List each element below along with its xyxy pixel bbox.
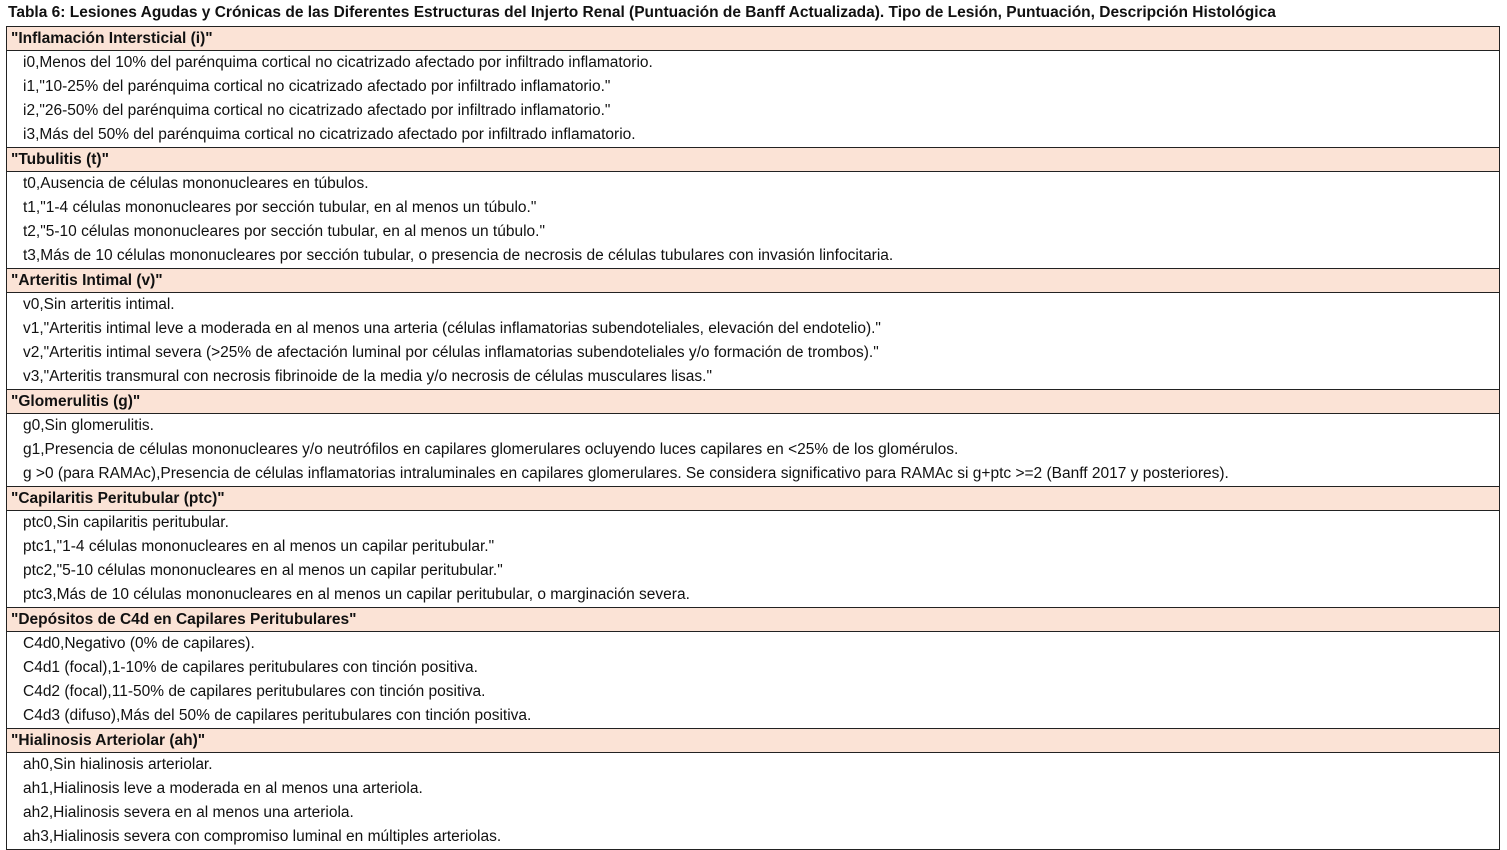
table-row: g >0 (para RAMAc),Presencia de células inflamatorias intraluminales en capilares glomerulares. Se considera significativo para RAMAc si g+ptc >=2 (Banff 2017 y posteriores). bbox=[23, 465, 1229, 482]
section-header: "Arteritis Intimal (v)" bbox=[7, 268, 1499, 293]
banff-table bbox=[6, 26, 1500, 850]
table-row: ptc0,Sin capilaritis peritubular. bbox=[23, 514, 229, 531]
section-inflamacion-intersticial bbox=[7, 26, 1499, 147]
section-header: "Hialinosis Arteriolar (ah)" bbox=[7, 728, 1499, 753]
table-row: C4d3 (difuso),Más del 50% de capilares peritubulares con tinción positiva. bbox=[23, 707, 532, 724]
section-tubulitis bbox=[7, 147, 1499, 268]
section-capilaritis-peritubular bbox=[7, 486, 1499, 607]
table-row: t0,Ausencia de células mononucleares en túbulos. bbox=[23, 175, 369, 192]
table-row: i2,"26-50% del parénquima cortical no cicatrizado afectado por infiltrado inflamatorio." bbox=[23, 102, 611, 119]
table-row: v2,"Arteritis intimal severa (>25% de afectación luminal por células inflamatorias subendoteliales y/o formación de trombos)." bbox=[23, 344, 879, 361]
table-row: i1,"10-25% del parénquima cortical no cicatrizado afectado por infiltrado inflamatorio." bbox=[23, 78, 611, 95]
section-header: "Glomerulitis (g)" bbox=[7, 389, 1499, 414]
table-row: t1,"1-4 células mononucleares por sección tubular, en al menos un túbulo." bbox=[23, 199, 537, 216]
section-header: "Depósitos de C4d en Capilares Peritubulares" bbox=[7, 607, 1499, 632]
table-row: g0,Sin glomerulitis. bbox=[23, 417, 154, 434]
section-arteritis-intimal bbox=[7, 268, 1499, 389]
section-header: "Capilaritis Peritubular (ptc)" bbox=[7, 486, 1499, 511]
table-row: i3,Más del 50% del parénquima cortical no cicatrizado afectado por infiltrado inflamatorio. bbox=[23, 126, 636, 143]
table-row: t2,"5-10 células mononucleares por sección tubular, en al menos un túbulo." bbox=[23, 223, 545, 240]
table-row: v0,Sin arteritis intimal. bbox=[23, 296, 175, 313]
section-header: "Inflamación Intersticial (i)" bbox=[7, 26, 1499, 51]
table-row: ah2,Hialinosis severa en al menos una arteriola. bbox=[23, 804, 354, 821]
table-row: C4d1 (focal),1-10% de capilares peritubulares con tinción positiva. bbox=[23, 659, 478, 676]
section-depositos-c4d bbox=[7, 607, 1499, 728]
table-row: ptc1,"1-4 células mononucleares en al menos un capilar peritubular." bbox=[23, 538, 495, 555]
table-title: Tabla 6: Lesiones Agudas y Crónicas de las Diferentes Estructuras del Injerto Renal (Puntuación de Banff Actualizada). Tipo de Lesión, Puntuación, Descripción Histológica bbox=[8, 4, 1276, 21]
table-row: C4d2 (focal),11-50% de capilares peritubulares con tinción positiva. bbox=[23, 683, 486, 700]
table-row: ah1,Hialinosis leve a moderada en al menos una arteriola. bbox=[23, 780, 423, 797]
table-row: t3,Más de 10 células mononucleares por sección tubular, o presencia de necrosis de células tubulares con invasión linfocitaria. bbox=[23, 247, 894, 264]
table-row: v1,"Arteritis intimal leve a moderada en al menos una arteria (células inflamatorias subendoteliales, elevación del endotelio)." bbox=[23, 320, 881, 337]
section-hialinosis-arteriolar bbox=[7, 728, 1499, 849]
table-row: ah0,Sin hialinosis arteriolar. bbox=[23, 756, 213, 773]
table-row: g1,Presencia de células mononucleares y/o neutrófilos en capilares glomerulares ocluyendo luces capilares en <25% de los glomérulos. bbox=[23, 441, 959, 458]
table-row: ptc3,Más de 10 células mononucleares en al menos un capilar peritubular, o marginación severa. bbox=[23, 586, 690, 603]
table-row: v3,"Arteritis transmural con necrosis fibrinoide de la media y/o necrosis de células musculares lisas." bbox=[23, 368, 712, 385]
table-row: i0,Menos del 10% del parénquima cortical no cicatrizado afectado por infiltrado inflamatorio. bbox=[23, 54, 653, 71]
section-header: "Tubulitis (t)" bbox=[7, 147, 1499, 172]
section-glomerulitis bbox=[7, 389, 1499, 486]
table-row: ptc2,"5-10 células mononucleares en al menos un capilar peritubular." bbox=[23, 562, 503, 579]
table-row: ah3,Hialinosis severa con compromiso luminal en múltiples arteriolas. bbox=[23, 828, 502, 845]
table-row: C4d0,Negativo (0% de capilares). bbox=[23, 635, 255, 652]
